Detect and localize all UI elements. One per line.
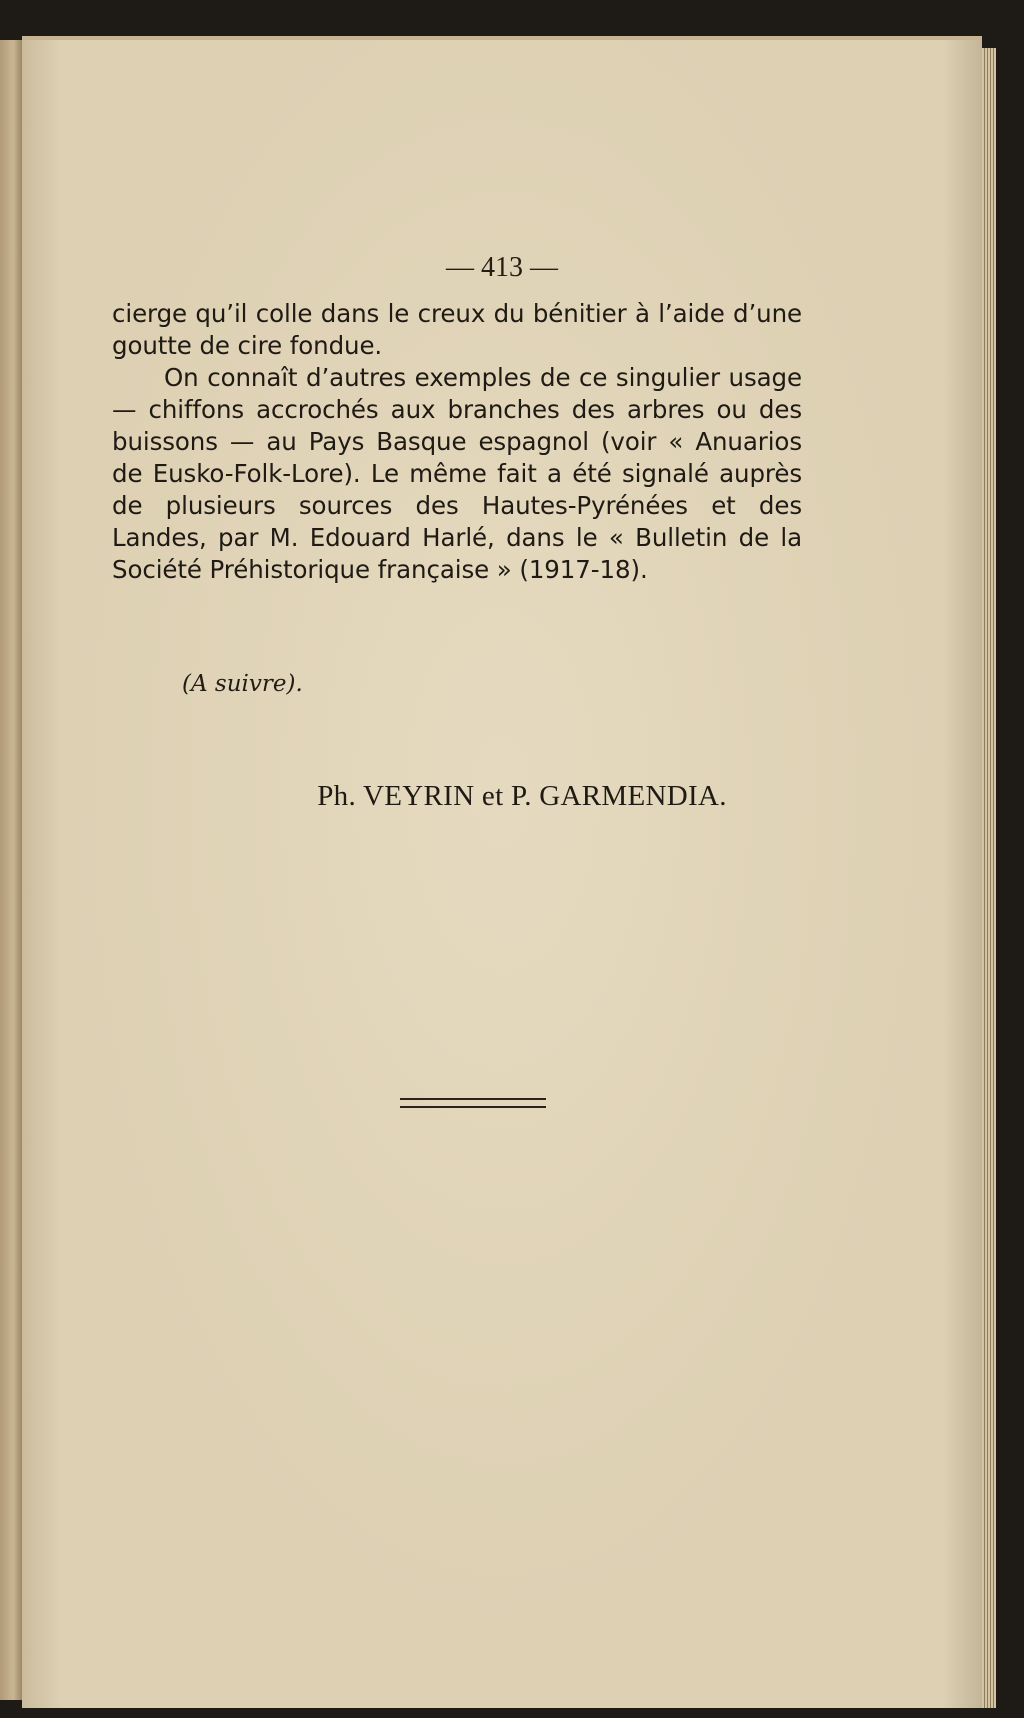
previous-page-edge bbox=[0, 40, 22, 1700]
page-number: — 413 — bbox=[446, 252, 558, 283]
to-be-continued-note: (A suivre). bbox=[182, 671, 303, 697]
paragraph-1: cierge qu’il colle dans le creux du bénitier à l’aide d’une goutte de cire fondue. bbox=[112, 299, 802, 360]
page-stack-edge bbox=[982, 48, 996, 1708]
section-divider-rule bbox=[400, 1098, 546, 1108]
paragraph-2: On connaît d’autres exemples de ce singulier usage — chiffons accrochés aux branches des arbres ou des buissons — au Pays Basque espagnol (voir « Anuarios de Eusko-Folk-Lore). Le même fait a été signalé auprès de plusieurs sources des Hautes-Pyrénées et des Landes, par M. Edouard Harlé, dans le « Bulletin de la Société Préhistorique française » (1917-18). bbox=[112, 363, 802, 584]
book-page bbox=[22, 36, 982, 1708]
author-signature: Ph. VEYRIN et P. GARMENDIA. bbox=[317, 780, 727, 812]
body-text bbox=[112, 298, 802, 586]
